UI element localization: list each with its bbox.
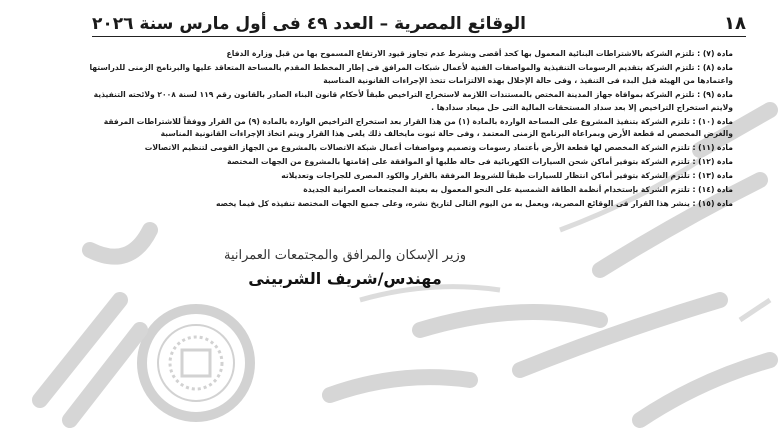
article-text: ينشر هذا القرار فى الوقائع المصرية، ويعمل به من اليوم التالى لتاريخ نشره، وعلى جميع الجهات المختصة تنفيذه كل فيما يخصه bbox=[215, 198, 690, 208]
article-text: تلتزم الشركة بموافاة جهاز المدينة المختص بالمستندات اللازمة لاستخراج التراخيص طبقاً لأحكام قانون البناء الصادر بالقانون رقم ١١٩ لسنة ٢٠٠٨ ولائحته التنفيذية ولايتم استخراج التراخيص إلا بعد سداد المستحقات المالية التى حل ميعاد سدادها . bbox=[93, 89, 733, 112]
articles-body bbox=[88, 48, 733, 212]
page-title: الوقائع المصرية – العدد ٤٩ فى أول مارس سنة ٢٠٢٦ bbox=[92, 14, 526, 34]
article-10 bbox=[88, 116, 733, 142]
article-14 bbox=[88, 184, 733, 197]
article-text: تلتزم الشركة بتوفير أماكن شحن السيارات الكهربائية فى حالة طلبها أو الموافقة على إقامتها بالمشروع من الجهات المختصة bbox=[227, 157, 690, 167]
article-15 bbox=[88, 198, 733, 211]
article-number: مادة (١٥) : bbox=[692, 198, 733, 208]
signature-block bbox=[180, 248, 510, 288]
article-number: مادة (٨) : bbox=[697, 62, 733, 72]
article-13 bbox=[88, 170, 733, 183]
minister-name: مهندس/شريف الشربينى bbox=[248, 269, 442, 288]
watermark-seal-icon bbox=[142, 309, 250, 417]
article-number: مادة (١٠) : bbox=[692, 116, 733, 126]
article-8 bbox=[88, 62, 733, 88]
article-text: تلتزم الشركة المخصص لها قطعة الأرض بأعتماد رسومات وتصميم ومواصفات أعمال شبكة الاتصالات بالمشروع من الجهاز القومى لتنظيم الاتصالات bbox=[144, 143, 690, 153]
article-text: تلتزم الشركة بتوفير أماكن انتظار للسيارات طبقاً للشروط المرفقة بالقرار والكود المصرى للجراجات وتعديلاته bbox=[281, 171, 690, 181]
article-12 bbox=[88, 156, 733, 169]
article-9 bbox=[88, 89, 733, 115]
article-11 bbox=[88, 142, 733, 155]
article-text: تلتزم الشركة بتقديم الرسومات التنفيذية والمواصفات الفنية لأعمال شبكات المرافق فى إطار المخطط المقدم بالمساحة المتعاقد عليها والبرنامج الزمنى للدراستها واعتمادها من الهيئة قبل البدء فى التنفيذ ، وفى حالة الإخلال بهذه الالتزامات تتخذ الإجراءات القانونية المناسبة bbox=[89, 62, 733, 85]
page-number: ١٨ bbox=[724, 13, 746, 34]
article-text: تلتزم الشركة بتنفيذ المشروع على المساحة الواردة بالمادة (١) من هذا القرار بعد استخراج التراخيص الواردة بالمادة (٩) من القرار ووفقاً للاشتراطات المرفقة والغرض المخصص له قطعة الأرض وبمراعاة البرنامج الزمنى المعتمد ، وفى حالة ثبوت مايخالف ذلك يلغى هذا القرار ويتم اتخاذ الإجراءات القانونية المناسبة bbox=[103, 116, 733, 139]
article-number: مادة (٧) : bbox=[697, 49, 733, 58]
article-7 bbox=[88, 48, 733, 61]
article-number: مادة (١١) : bbox=[692, 143, 733, 153]
article-text: تلتزم الشركة بالاشتراطات البنائية المعمول بها كحد أقصى وبشرط عدم تجاوز قيود الارتفاع المسموح بها من قبل وزارة الدفاع bbox=[226, 49, 695, 58]
article-number: مادة (١٣) : bbox=[692, 171, 733, 181]
minister-title: وزير الإسكان والمرافق والمجتمعات العمرانية bbox=[223, 248, 466, 263]
article-number: مادة (٩) : bbox=[697, 89, 733, 99]
article-number: مادة (١٢) : bbox=[692, 157, 733, 167]
article-text: تلتزم الشركة بإستخدام أنظمة الطاقة الشمسية على النحو المعمول به بعينة المجتمعات العمرانية الجديدة bbox=[303, 185, 690, 195]
article-number: مادة (١٤) : bbox=[692, 185, 733, 195]
page-header bbox=[92, 8, 746, 37]
